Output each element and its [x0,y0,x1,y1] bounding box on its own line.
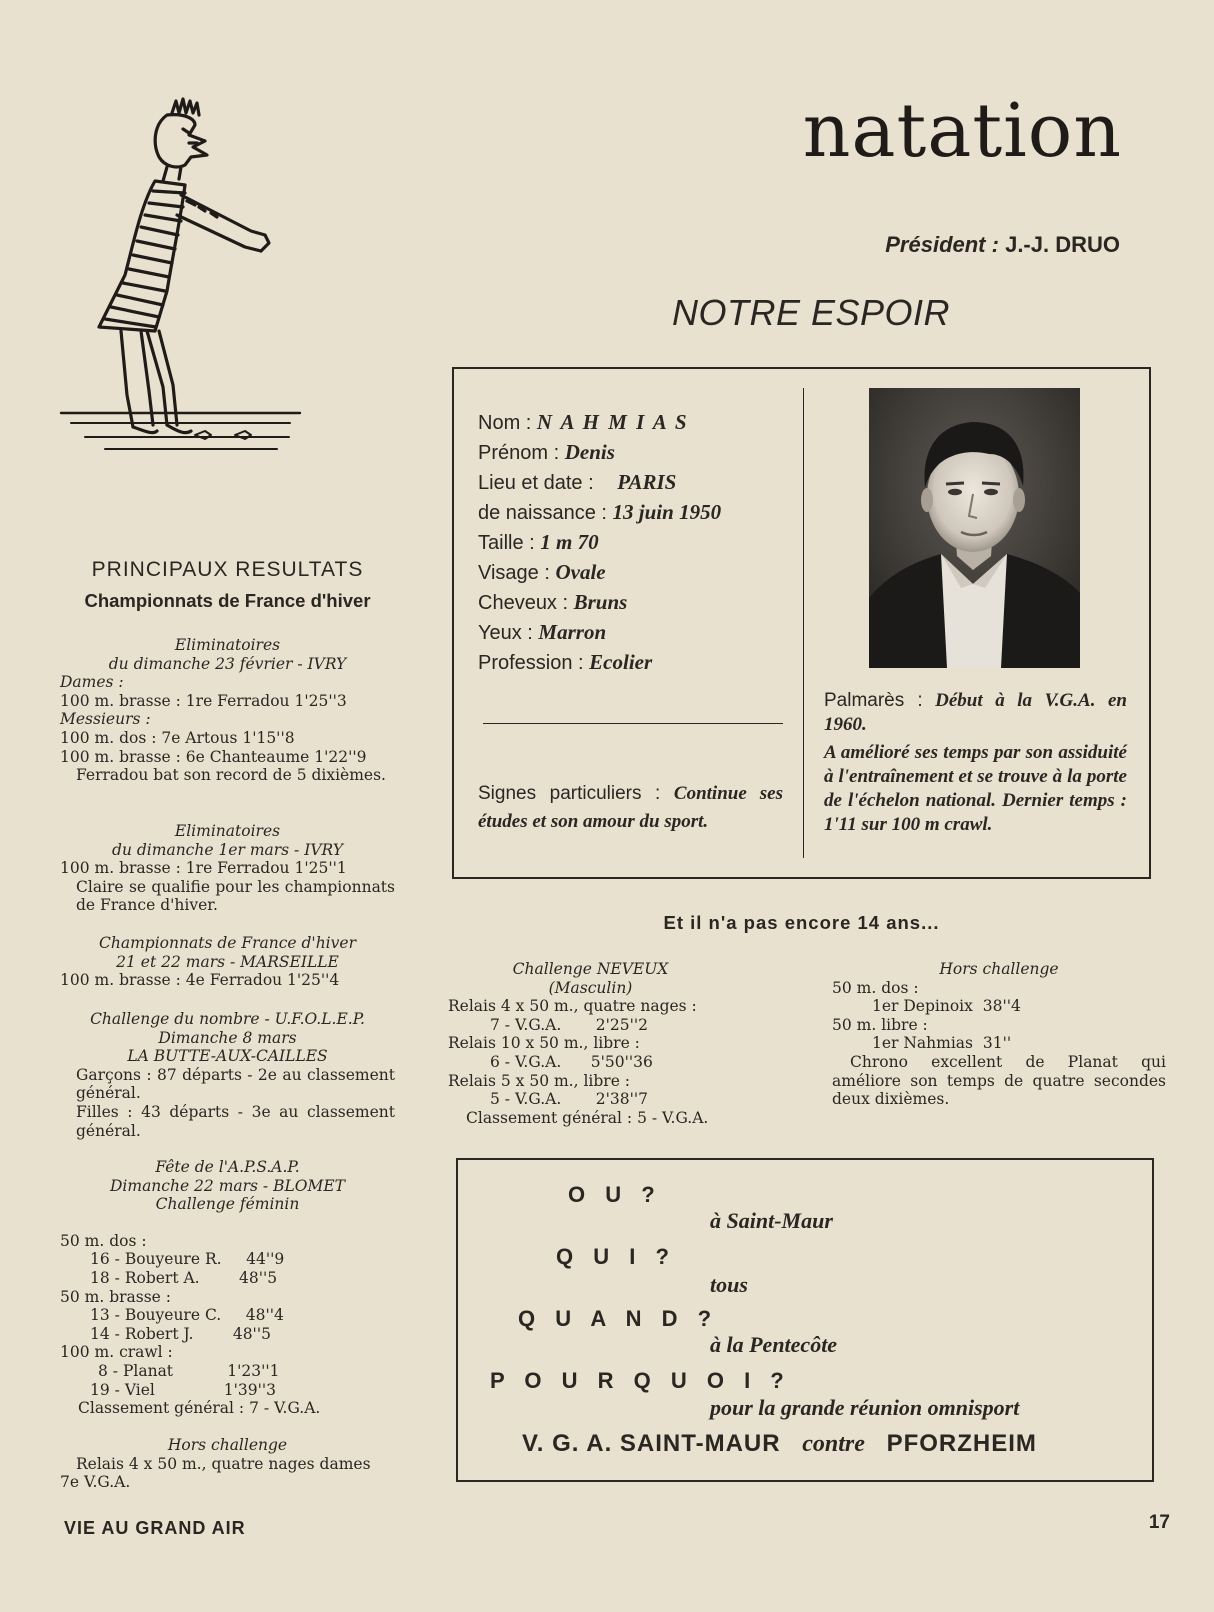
field-lieu: Lieu et date : PARIS [478,470,677,494]
team-away: PFORZHEIM [886,1430,1037,1457]
palmares-block [824,689,1127,837]
field-value: Bruns [573,590,628,614]
results-subtitle: Championnats de France d'hiver [84,590,371,611]
list-item: 1er Nahmias 31'' [872,1034,1012,1053]
results-title: PRINCIPAUX RESULTATS [91,558,364,581]
neveux-results [448,960,793,1127]
field-value: Ovale [555,560,606,584]
results-section-5 [60,1158,395,1418]
field-label: Yeux [478,622,522,644]
field-naissance: de naissance : 13 juin 1950 [478,500,722,524]
list-item: 13 - Bouyeure C. 48''4 [90,1306,284,1325]
president-name: J.-J. DRUO [1005,232,1120,257]
section-heading: Eliminatoires [174,822,281,840]
list-item: 5 - V.G.A. 2'38''7 [490,1090,648,1109]
question-qui: Q U I ? [556,1244,676,1269]
field-label: Taille [478,532,524,554]
signes-label: Signes particuliers : [478,783,661,804]
list-item: 6 - V.G.A. 5'50''36 [490,1052,653,1071]
answer-qui: tous [710,1272,748,1297]
list-item: 50 m. libre : [832,1015,928,1034]
president-label: Président : [885,232,999,257]
result-line: 7e V.G.A. [60,1473,131,1492]
field-cheveux: Cheveux : Bruns [478,590,628,614]
answer-quand: à la Pentecôte [710,1332,838,1357]
answer-ou: à Saint-Maur [710,1208,833,1233]
list-item: 100 m. crawl : [60,1343,173,1362]
section-heading: Challenge NEVEUX [512,960,669,978]
field-value: 1 m 70 [540,530,599,554]
list-item: Relais 5 x 50 m., libre : [448,1071,631,1090]
field-nom: Nom : N A H M I A S [478,410,689,434]
result-line: 100 m. dos : 7e Artous 1'15''8 [60,728,295,747]
page-number: 17 [1148,1512,1170,1533]
portrait-photo [869,388,1080,668]
field-prenom: Prénom : Denis [478,440,615,464]
results-section-3 [60,934,395,990]
field-yeux: Yeux : Marron [478,620,607,644]
section-heading: Challenge du nombre - U.F.O.L.E.P. [90,1010,365,1028]
section-heading: du dimanche 23 février - IVRY [108,654,347,673]
field-value: N A H M I A S [536,410,689,434]
result-note: Claire se qualifie pour les championnats de France d'hiver. [76,877,395,915]
list-item: 50 m. dos : [60,1231,147,1250]
field-value: Marron [538,620,607,644]
list-item: Relais 10 x 50 m., libre : [448,1034,640,1053]
magazine-name: VIE AU GRAND AIR [64,1518,246,1538]
section-heading: Championnats de France d'hiver [99,934,356,952]
field-label: Lieu et date [478,472,583,494]
field-label: de naissance [478,502,596,524]
list-item: 7 - V.G.A. 2'25''2 [490,1015,648,1034]
section-heading: Dimanche 8 mars [158,1028,297,1047]
result-note: Ferradou bat son record de 5 dixièmes. [76,766,386,785]
results-section-1 [60,636,395,785]
result-line: 100 m. brasse : 1re Ferradou 1'25''1 [60,859,347,878]
result-note: Chrono excellent de Planat qui améliore son temps de quatre secondes deux dixièmes. [832,1052,1166,1109]
list-item: 8 - Planat 1'23''1 [98,1361,280,1380]
list-item: 16 - Bouyeure R. 44''9 [90,1250,285,1269]
results-section-6 [60,1436,395,1492]
palmares-text: A amélioré ses temps par son assiduité à l'entraînement et se trouve à la porte de l'échelon national. Dernier temps : 1'11 sur 100 m crawl. [824,742,1127,835]
question-quand: Q U A N D ? [518,1306,719,1331]
results-section-2 [60,822,395,915]
question-ou: O U ? [568,1182,662,1207]
section-heading: (Masculin) [548,978,633,997]
category-label: Messieurs : [60,710,151,729]
espoir-title: NOTRE ESPOIR [672,292,951,333]
category-label: Dames : [60,673,124,692]
list-item: Classement général : 5 - V.G.A. [466,1108,709,1127]
hors-challenge-results [832,960,1166,1109]
list-item: 14 - Robert J. 48''5 [90,1324,271,1343]
section-heading: Challenge féminin [155,1195,300,1214]
versus-label: contre [802,1431,865,1457]
section-heading: Fête de l'A.P.S.A.P. [155,1158,300,1176]
result-line: Relais 4 x 50 m., quatre nages dames [76,1454,371,1473]
result-note: Garçons : 87 départs - 2e au classement général. [76,1065,395,1103]
result-line: 100 m. brasse : 4e Ferradou 1'25''4 [60,971,340,990]
results-section-4 [60,1010,395,1140]
result-line: 100 m. brasse : 6e Chanteaume 1'22''9 [60,747,367,766]
field-value: Ecolier [589,650,653,674]
field-value: 13 juin 1950 [612,500,722,524]
field-label: Profession [478,652,573,674]
result-list [60,1232,395,1418]
field-label: Visage [478,562,539,584]
list-item: 50 m. dos : [832,978,919,997]
masthead-title: natation [802,88,1122,174]
section-heading: Eliminatoires [174,636,281,654]
swimmer-illustration [55,95,315,470]
list-item: Classement général : 7 - V.G.A. [78,1399,321,1418]
question-pourquoi: P O U R Q U O I ? [490,1368,791,1393]
palmares-label: Palmarès : [824,690,923,711]
signature-rule [483,723,783,724]
list-item: 50 m. brasse : [60,1287,172,1306]
section-heading: 21 et 22 mars - MARSEILLE [116,952,339,971]
section-heading: Hors challenge [939,960,1059,978]
field-taille: Taille : 1 m 70 [478,530,599,554]
encore-caption: Et il n'a pas encore 14 ans... [663,912,940,933]
field-value: PARIS [617,470,677,494]
answer-pourquoi: pour la grande réunion omnisport [710,1395,1020,1420]
section-heading: Hors challenge [167,1436,288,1454]
signes-value: Continue ses études et son amour du sport. [478,783,784,832]
list-item: Relais 4 x 50 m., quatre nages : [448,997,697,1016]
list-item: 1er Depinoix 38''4 [872,997,1021,1016]
list-item: 19 - Viel 1'39''3 [90,1380,277,1399]
president-line [885,232,1120,258]
profile-divider [803,388,804,858]
section-heading: LA BUTTE-AUX-CAILLES [127,1047,328,1066]
field-label: Cheveux [478,592,557,614]
result-note: Filles : 43 départs - 3e au classement général. [76,1102,395,1140]
section-heading: Dimanche 22 mars - BLOMET [109,1176,346,1195]
field-label: Prénom [478,442,549,464]
signes-particuliers [478,780,783,836]
field-value: Denis [564,440,615,464]
match-line [522,1430,1037,1458]
palmares-value: Début à la V.G.A. en 1960. [824,690,1127,735]
field-profession: Profession : Ecolier [478,650,653,674]
section-heading: du dimanche 1er mars - IVRY [112,840,343,859]
result-line: 100 m. brasse : 1re Ferradou 1'25''3 [60,691,347,710]
field-label: Nom [478,412,521,434]
list-item: 18 - Robert A. 48''5 [90,1268,278,1287]
team-home: V. G. A. SAINT-MAUR [522,1430,781,1457]
field-visage: Visage : Ovale [478,560,606,584]
